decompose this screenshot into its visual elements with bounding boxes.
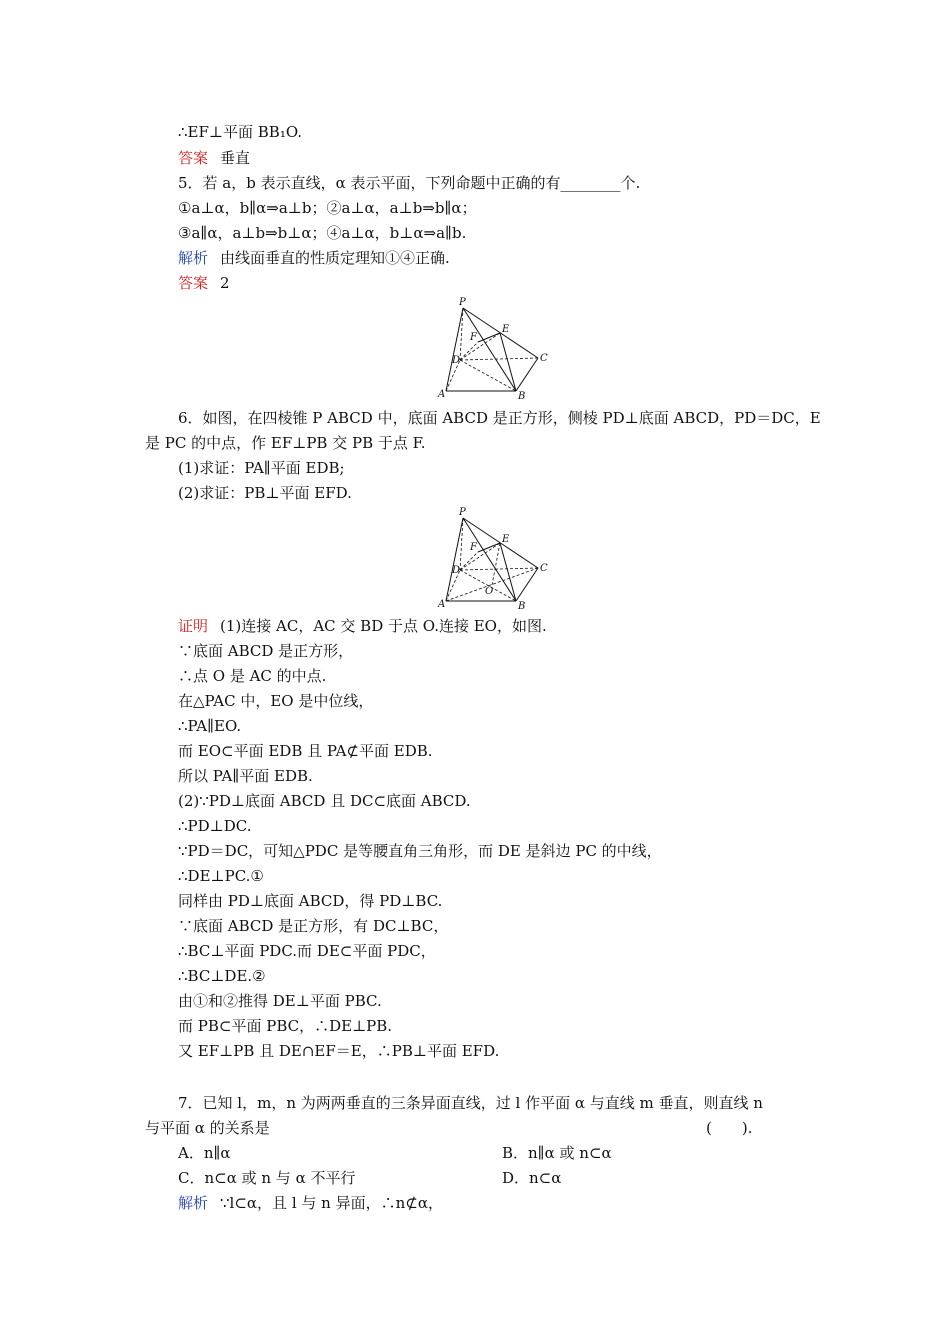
question-6-sub-1: (1)求证：PA∥平面 EDB; — [178, 459, 345, 477]
answer-text: 垂直 — [220, 149, 251, 167]
proof-line: 又 EF⊥PB 且 DE∩EF＝E，∴PB⊥平面 EFD. — [178, 1042, 500, 1060]
vertex-label: C — [540, 563, 548, 574]
question-6-sub-2: (2)求证：PB⊥平面 EFD. — [178, 484, 352, 502]
answer-bracket: ( ). — [706, 1119, 753, 1137]
proof-text: (1)连接 AC，AC 交 BD 于点 O.连接 EO，如图. — [220, 617, 547, 635]
text-line: ∴EF⊥平面 BB₁O. — [178, 123, 303, 141]
vertex-label: E — [502, 534, 510, 545]
analysis-line — [178, 248, 450, 268]
question-7-line-2: 与平面 α 的关系是 — [145, 1119, 270, 1137]
proof-line: ∴PA∥EO. — [178, 717, 242, 735]
answer-text: 2 — [220, 274, 230, 292]
analysis-text: 由线面垂直的性质定理知①④正确. — [220, 249, 450, 267]
analysis-label: 解析 — [178, 249, 209, 267]
question-6-line-1: 6．如图，在四棱锥 P ABCD 中，底面 ABCD 是正方形，侧棱 PD⊥底面 ABCD，PD＝DC，E — [178, 409, 821, 427]
proof-line: 所以 PA∥平面 EDB. — [178, 767, 313, 785]
proof-line: ∴DE⊥PC.① — [178, 867, 264, 885]
vertex-label: B — [518, 391, 526, 402]
answer-label: 答案 — [178, 274, 209, 292]
choice-a: A．n∥α — [178, 1144, 231, 1162]
vertex-label: E — [502, 324, 510, 335]
pyramid-figure-1 — [430, 296, 560, 402]
proof-line: ∴PD⊥DC. — [178, 817, 252, 835]
vertex-label: O — [485, 586, 494, 597]
analysis-text: ∵l⊂α，且 l 与 n 异面，∴n⊄α， — [220, 1194, 443, 1212]
answer-line — [178, 148, 250, 168]
question-5-options-2: ③a∥α，a⊥b⇒b⊥α；④a⊥α，b⊥α⇒a∥b. — [178, 224, 467, 242]
choice-d: D．n⊂α — [502, 1169, 562, 1187]
analysis-line — [178, 1193, 443, 1213]
answer-label: 答案 — [178, 149, 209, 167]
vertex-label: A — [438, 599, 446, 610]
proof-line: ∴点 O 是 AC 的中点. — [178, 667, 327, 685]
vertex-label: P — [459, 297, 466, 308]
question-7-line-1: 7．已知 l，m，n 为两两垂直的三条异面直线，过 l 作平面 α 与直线 m 垂直，则直线 n — [178, 1094, 763, 1112]
proof-line: (2)∵PD⊥底面 ABCD 且 DC⊂底面 ABCD. — [178, 792, 471, 810]
vertex-label: F — [470, 542, 477, 553]
question-5: 5．若 a，b 表示直线，α 表示平面，下列命题中正确的有________个. — [178, 174, 641, 192]
proof-line — [178, 616, 547, 636]
choice-b: B．n∥α 或 n⊂α — [502, 1144, 612, 1162]
vertex-label: B — [518, 601, 526, 612]
proof-line: ∵PD＝DC，可知△PDC 是等腰直角三角形，而 DE 是斜边 PC 的中线， — [178, 842, 662, 860]
vertex-label: C — [540, 353, 548, 364]
vertex-label: D — [452, 355, 461, 366]
proof-label: 证明 — [178, 617, 209, 635]
proof-line: 在△PAC 中，EO 是中位线， — [178, 692, 374, 710]
proof-line: ∵底面 ABCD 是正方形， — [178, 642, 354, 660]
proof-line: ∴BC⊥平面 PDC.而 DE⊂平面 PDC， — [178, 942, 436, 960]
analysis-label: 解析 — [178, 1194, 209, 1212]
vertex-label: F — [470, 332, 477, 343]
vertex-label: D — [452, 565, 461, 576]
choice-c: C．n⊂α 或 n 与 α 不平行 — [178, 1169, 356, 1187]
answer-line — [178, 273, 230, 293]
proof-line: 由①和②推得 DE⊥平面 PBC. — [178, 992, 382, 1010]
vertex-label: A — [438, 389, 446, 400]
proof-line: 同样由 PD⊥底面 ABCD，得 PD⊥BC. — [178, 892, 443, 910]
question-6-line-2: 是 PC 的中点，作 EF⊥PB 交 PB 于点 F. — [145, 434, 426, 452]
proof-line: 而 PB⊂平面 PBC，∴DE⊥PB. — [178, 1017, 393, 1035]
pyramid-figure-2 — [430, 506, 560, 612]
vertex-label: P — [459, 507, 466, 518]
proof-line: ∴BC⊥DE.② — [178, 967, 266, 985]
question-5-options-1: ①a⊥α，b∥α⇒a⊥b；②a⊥α，a⊥b⇒b∥α； — [178, 199, 477, 217]
proof-line: 而 EO⊂平面 EDB 且 PA⊄平面 EDB. — [178, 742, 433, 760]
proof-line: ∵底面 ABCD 是正方形，有 DC⊥BC， — [178, 917, 449, 935]
